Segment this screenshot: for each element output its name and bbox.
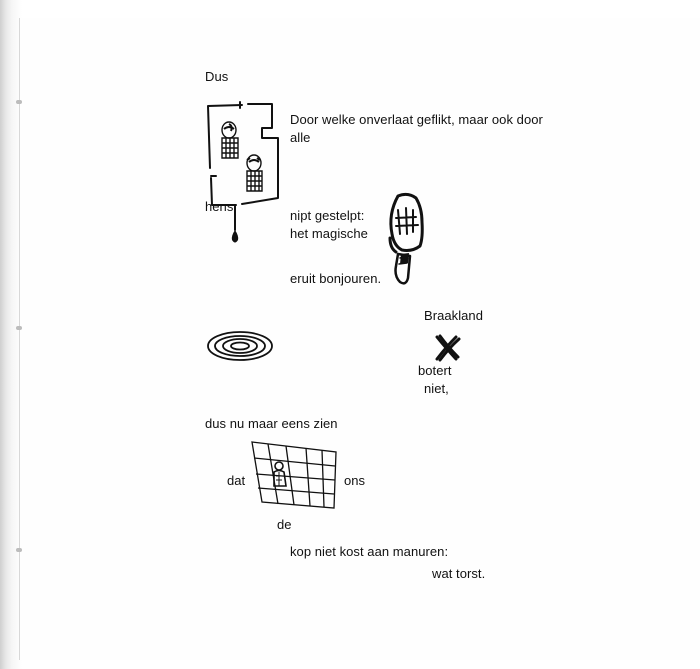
staple xyxy=(16,326,22,330)
poem-line-braakland: Braakland xyxy=(424,308,483,323)
poem-line-dat: dat xyxy=(227,473,246,488)
poem-line-ons: ons xyxy=(344,473,366,488)
grid-with-figure-drawing xyxy=(250,440,338,510)
staple xyxy=(16,100,22,104)
poem-line-door-welke: Door welke onverlaat geflikt, maar ook door xyxy=(290,112,543,127)
poem-line-hens: hens xyxy=(205,199,234,214)
poem-line-dus: Dus xyxy=(205,69,229,84)
poem-line-kop-niet-kost: kop niet kost aan manuren: xyxy=(290,544,449,559)
poem-line-het-magische: het magische xyxy=(290,226,368,241)
cross-mark-drawing xyxy=(433,334,461,362)
poem-line-dus-nu-maar: dus nu maar eens zien xyxy=(205,416,338,431)
spiral-rings-drawing xyxy=(206,330,274,362)
poem-line-nipt-gestelpt: nipt gestelpt: xyxy=(290,208,365,223)
poem-line-botert: botert xyxy=(418,363,452,378)
poem-line-alle: alle xyxy=(290,130,311,145)
framed-portraits-drawing xyxy=(202,98,286,248)
poem-line-de: de xyxy=(277,517,292,532)
poem-line-niet: niet, xyxy=(424,381,449,396)
poem-line-wat-torst: wat torst. xyxy=(432,566,486,581)
poem-line-eruit-bonjouren: eruit bonjouren. xyxy=(290,271,382,286)
hand-with-cuff-drawing xyxy=(378,192,430,290)
staple xyxy=(16,548,22,552)
